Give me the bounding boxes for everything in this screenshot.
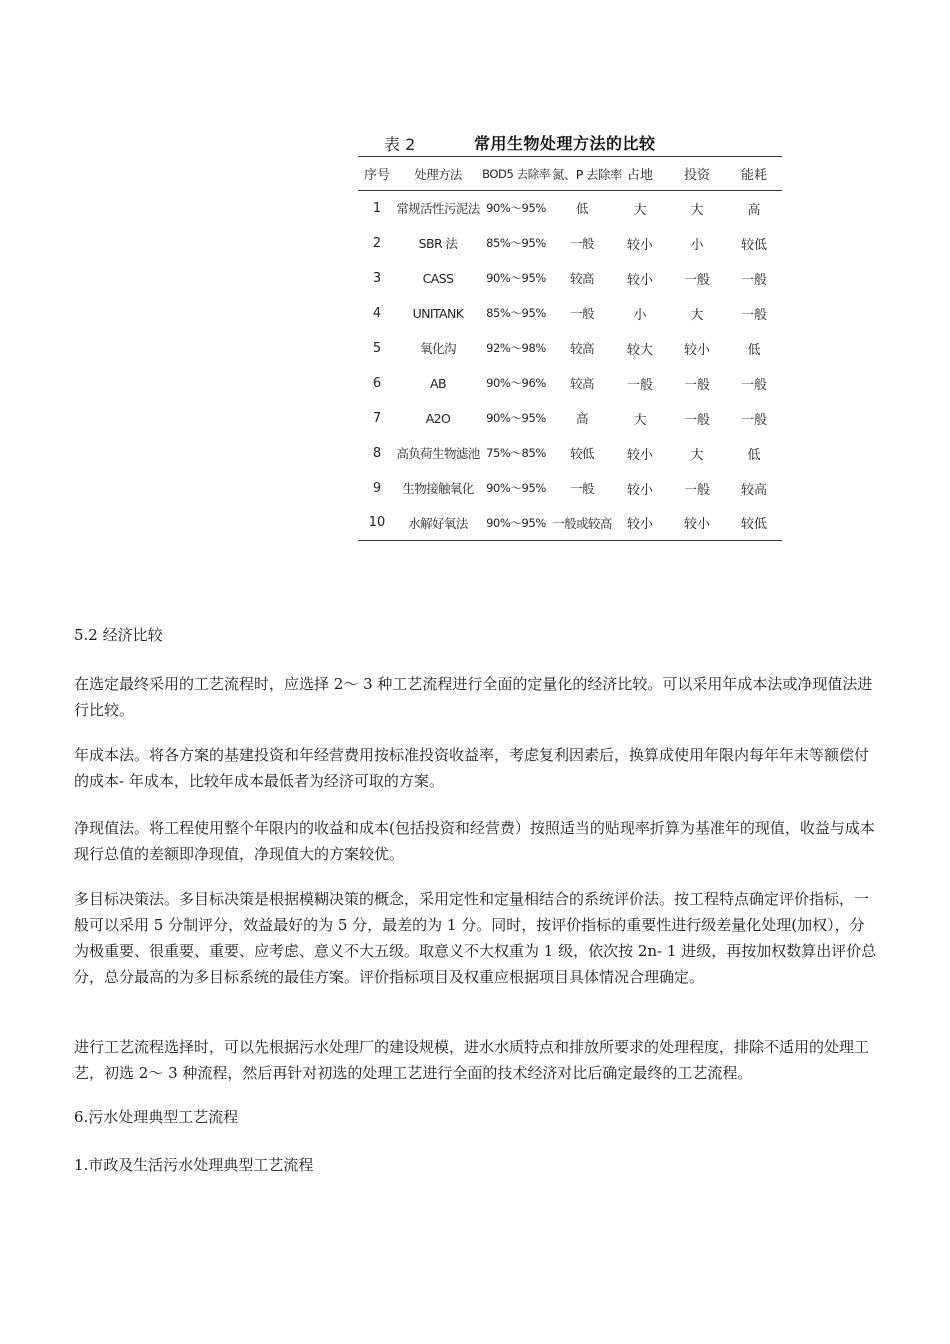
table-row	[358, 471, 782, 506]
cell-investment: 一般	[683, 482, 710, 498]
cell-bod5-removal: 90%～96%	[486, 376, 546, 390]
cell-energy: 较高	[740, 482, 767, 498]
cell-investment: 较小	[683, 342, 710, 358]
comparison-table-figure	[358, 126, 782, 541]
cell-bod5-removal: 85%～95%	[486, 306, 546, 320]
cell-land-use: 较小	[626, 237, 653, 253]
cell-np-removal: 一般	[570, 481, 594, 496]
cell-method: A2O	[425, 410, 451, 426]
cell-np-removal: 一般或较高	[552, 506, 612, 541]
header-bod5-removal: BOD5 去除率	[480, 157, 552, 191]
table-body	[358, 191, 782, 541]
cell-method: 氧化沟	[420, 341, 456, 356]
cell-energy: 一般	[740, 307, 767, 323]
cell-np-removal: 较高	[570, 376, 594, 391]
cell-energy: 一般	[740, 377, 767, 393]
cell-np-removal: 低	[576, 201, 588, 217]
cell-bod5-removal: 90%～95%	[480, 506, 552, 541]
table-row	[358, 506, 782, 541]
paragraph-annual-cost: 年成本法。将各方案的基建投资和年经营费用按标准投资收益率，考虑复利因素后，换算成使用年限内每年年末等额偿付的成本- 年成本，比较年成本最低者为经济可取的方案。	[74, 746, 870, 790]
cell-land-use: 较大	[626, 342, 653, 358]
cell-method: 水解好氧法	[396, 506, 480, 541]
comparison-table	[358, 156, 782, 541]
header-method: 处理方法	[396, 157, 480, 191]
header-index: 序号	[358, 157, 396, 191]
table-row	[358, 296, 782, 331]
cell-bod5-removal: 85%～95%	[486, 236, 546, 250]
cell-energy: 一般	[740, 412, 767, 428]
table-row	[358, 436, 782, 471]
cell-index: 7	[372, 410, 382, 426]
table-label: 表 2	[384, 135, 416, 154]
cell-index: 2	[372, 235, 382, 251]
cell-method: 高负荷生物滤池	[396, 446, 480, 461]
cell-index: 1	[372, 200, 382, 216]
cell-bod5-removal: 75%～85%	[486, 446, 546, 460]
cell-method: UNITANK	[412, 305, 464, 321]
cell-energy: 一般	[740, 272, 767, 288]
cell-np-removal: 一般	[570, 236, 594, 251]
section-6-heading: 6.污水处理典型工艺流程	[74, 1108, 239, 1126]
cell-land-use: 小	[633, 307, 647, 323]
cell-bod5-removal: 92%～98%	[486, 341, 546, 355]
table-header-row	[358, 157, 782, 191]
cell-bod5-removal: 90%～95%	[486, 481, 546, 495]
table-row	[358, 366, 782, 401]
header-land-use: 占地	[612, 157, 668, 191]
table-row	[358, 191, 782, 226]
cell-energy: 较低	[740, 237, 767, 253]
cell-energy: 高	[747, 202, 761, 218]
table-title: 常用生物处理方法的比较	[474, 134, 656, 153]
cell-index: 6	[372, 375, 382, 391]
cell-index: 10	[358, 506, 396, 541]
cell-land-use: 一般	[626, 377, 653, 393]
cell-np-removal: 较高	[570, 271, 594, 286]
table-row	[358, 261, 782, 296]
paragraph-process-selection: 进行工艺流程选择时，可以先根据污水处理厂的建设规模，进水水质特点和排放所要求的处理程度，排除不适用的处理工艺，初选 2～ 3 种流程，然后再针对初选的处理工艺进行全面的技术经济对比后确定最终的工艺流程。	[74, 1038, 870, 1082]
cell-index: 5	[372, 340, 382, 356]
cell-bod5-removal: 90%～95%	[486, 411, 546, 425]
cell-method: 生物接触氧化	[402, 481, 474, 496]
cell-bod5-removal: 90%～95%	[486, 201, 546, 216]
cell-index: 9	[372, 480, 382, 496]
cell-index: 8	[372, 445, 382, 461]
table-row	[358, 226, 782, 261]
cell-investment: 一般	[683, 377, 710, 393]
cell-method: 常规活性污泥法	[396, 201, 480, 217]
section-5-2-heading: 5.2 经济比较	[74, 626, 163, 644]
cell-bod5-removal: 90%～95%	[486, 271, 546, 285]
header-energy: 能耗	[726, 157, 782, 191]
cell-index: 4	[372, 305, 382, 321]
cell-np-removal: 较高	[570, 341, 594, 356]
cell-investment: 大	[690, 447, 704, 463]
cell-land-use: 大	[633, 202, 647, 218]
cell-method: CASS	[422, 270, 454, 286]
cell-energy: 较低	[726, 506, 782, 541]
cell-np-removal: 一般	[570, 306, 594, 321]
cell-method: AB	[430, 375, 446, 391]
header-np-removal: 氮、P 去除率	[552, 157, 612, 191]
cell-investment: 较小	[668, 506, 726, 541]
cell-land-use: 较小	[626, 447, 653, 463]
cell-energy: 低	[747, 447, 761, 463]
table-row	[358, 401, 782, 436]
paragraph-multi-objective: 多目标决策法。多目标决策是根据模糊决策的概念，采用定性和定量相结合的系统评价法。按工程特点确定评价指标，一般可以采用 5 分制评分，效益最好的为 5 分，最差的为 1 分。同时，按评价指标的重要性进行级差量化处理(加权），分为极重要、很重要、重要、应考虑、意义不大五级。取意义不大权重为 1 级，依次按 2n- 1 进级，再按加权数算出评价总分，总分最高的为多目标系统的最佳方案。评价指标项目及权重应根据项目具体情况合理确定。	[74, 890, 877, 986]
cell-method: SBR 法	[418, 236, 458, 251]
cell-np-removal: 较低	[570, 446, 594, 461]
paragraph-net-present-value: 净现值法。将工程使用整个年限内的收益和成本(包括投资和经营费）按照适当的贴现率折算为基准年的现值，收益与成本现行总值的差额即净现值，净现值大的方案较优。	[74, 819, 875, 863]
cell-land-use: 较小	[626, 272, 653, 288]
cell-investment: 小	[690, 237, 704, 253]
cell-land-use: 较小	[612, 506, 668, 541]
table-caption	[358, 126, 782, 156]
header-investment: 投资	[668, 157, 726, 191]
table-row	[358, 331, 782, 366]
paragraph-economic-intro: 在选定最终采用的工艺流程时，应选择 2～ 3 种工艺流程进行全面的定量化的经济比较。可以采用年成本法或净现值法进行比较。	[74, 675, 873, 719]
section-6-1-heading: 1.市政及生活污水处理典型工艺流程	[74, 1156, 314, 1174]
cell-land-use: 大	[633, 412, 647, 428]
cell-land-use: 较小	[626, 482, 653, 498]
cell-energy: 低	[747, 342, 761, 358]
cell-np-removal: 高	[576, 411, 588, 426]
cell-investment: 一般	[683, 272, 710, 288]
cell-investment: 大	[690, 307, 704, 323]
cell-investment: 一般	[683, 412, 710, 428]
cell-investment: 大	[690, 202, 704, 218]
cell-index: 3	[372, 270, 382, 286]
